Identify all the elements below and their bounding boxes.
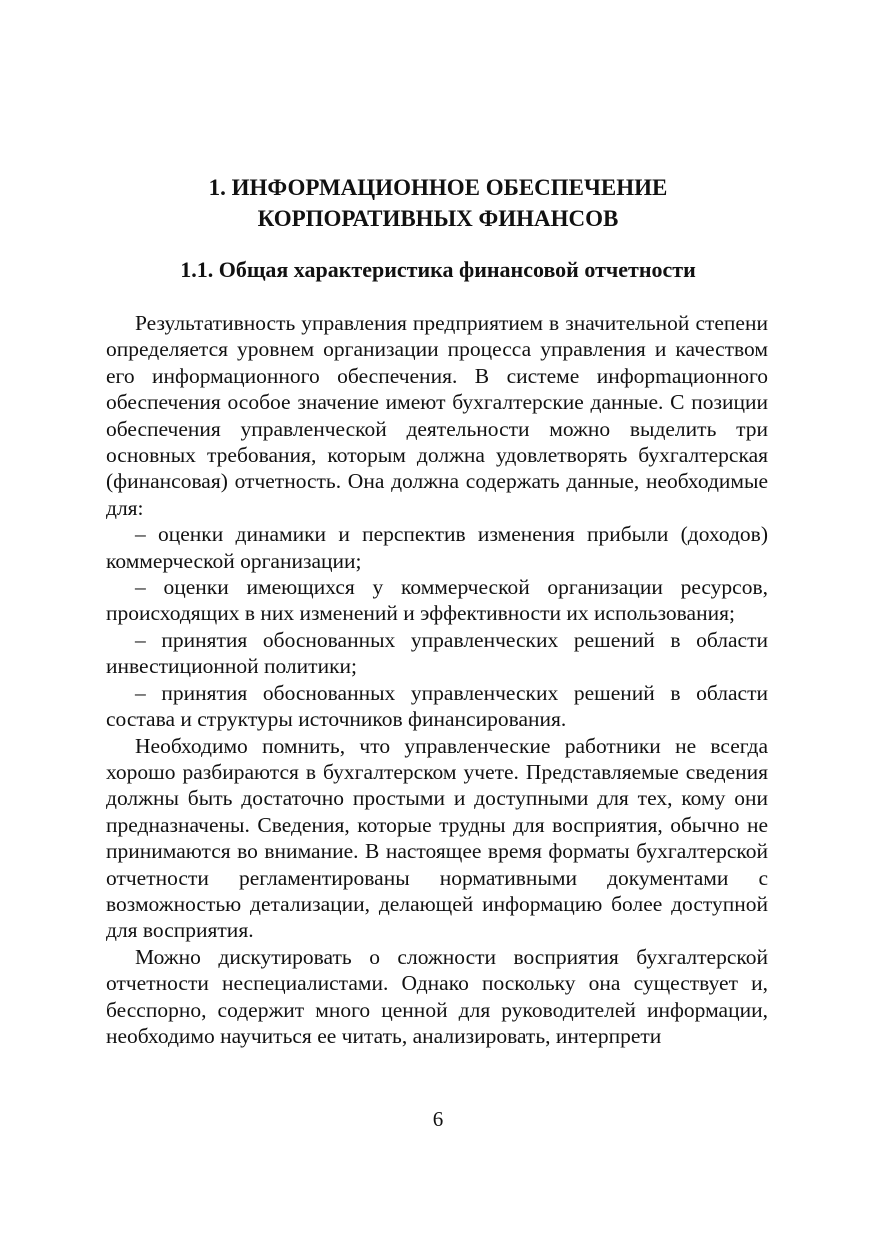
- list-item-financing-sources: – принятия обоснованных управленческих решений в области состава и структуры источников финансирования.: [106, 680, 768, 732]
- list-item-resources: – оценки имеющихся у коммерческой организации ресурсов, происходящих в них изменений и эффективности их использования;: [106, 575, 768, 626]
- paragraph-managers: Необходимо помнить, что управленческие работники не всегда хорошо разбираются в бухгалтерском учете. Представляемые сведения должны быть достаточно простыми и доступными для тех, кому они предназначены. Сведения, которые трудны для восприятия, обычно не принимаются во внимание. В настоящее время форматы бухгалтерской отчетности регламентированы нормативными документами с возможностью детализации, делающей информацию более доступной для восприятия.: [106, 733, 768, 943]
- paragraph-discussion: Можно дискутировать о сложности восприятия бухгалтерской отчетности неспециалистами. Однако поскольку она существует и, бесспорно, содержит много ценной для руководителей информации, необходимо научиться ее читать, анализировать, интерпрети: [106, 944, 768, 1048]
- section-title: 1.1. Общая характеристика финансовой отчетности: [180, 257, 696, 282]
- list-item-profit: – оценки динамики и перспектив изменения прибыли (доходов) коммерческой организации;: [106, 522, 768, 573]
- page-number: 6: [432, 1107, 444, 1131]
- chapter-title-line-2: КОРПОРАТИВНЫХ ФИНАНСОВ: [257, 206, 619, 231]
- chapter-title: [100, 172, 776, 234]
- body-text: [106, 310, 768, 1049]
- chapter-title-line-1: 1. ИНФОРМАЦИОННОЕ ОБЕСПЕЧЕНИЕ: [208, 175, 668, 200]
- list-item-investment-policy: – принятия обоснованных управленческих решений в области инвестиционной политики;: [106, 627, 768, 679]
- paragraph-intro: Результативность управления предприятием в значительной степени определяется уровнем организации процесса управления и качеством его информационного обеспечения. В системе инфорmационного обеспечения особое значение имеют бухгалтерские данные. С позиции обеспечения управленческой деятельности можно выделить три основных требования, которым должна удовлетворять бухгалтерская (финансовая) отчетность. Она должна содержать данные, необходимые для:: [106, 311, 768, 520]
